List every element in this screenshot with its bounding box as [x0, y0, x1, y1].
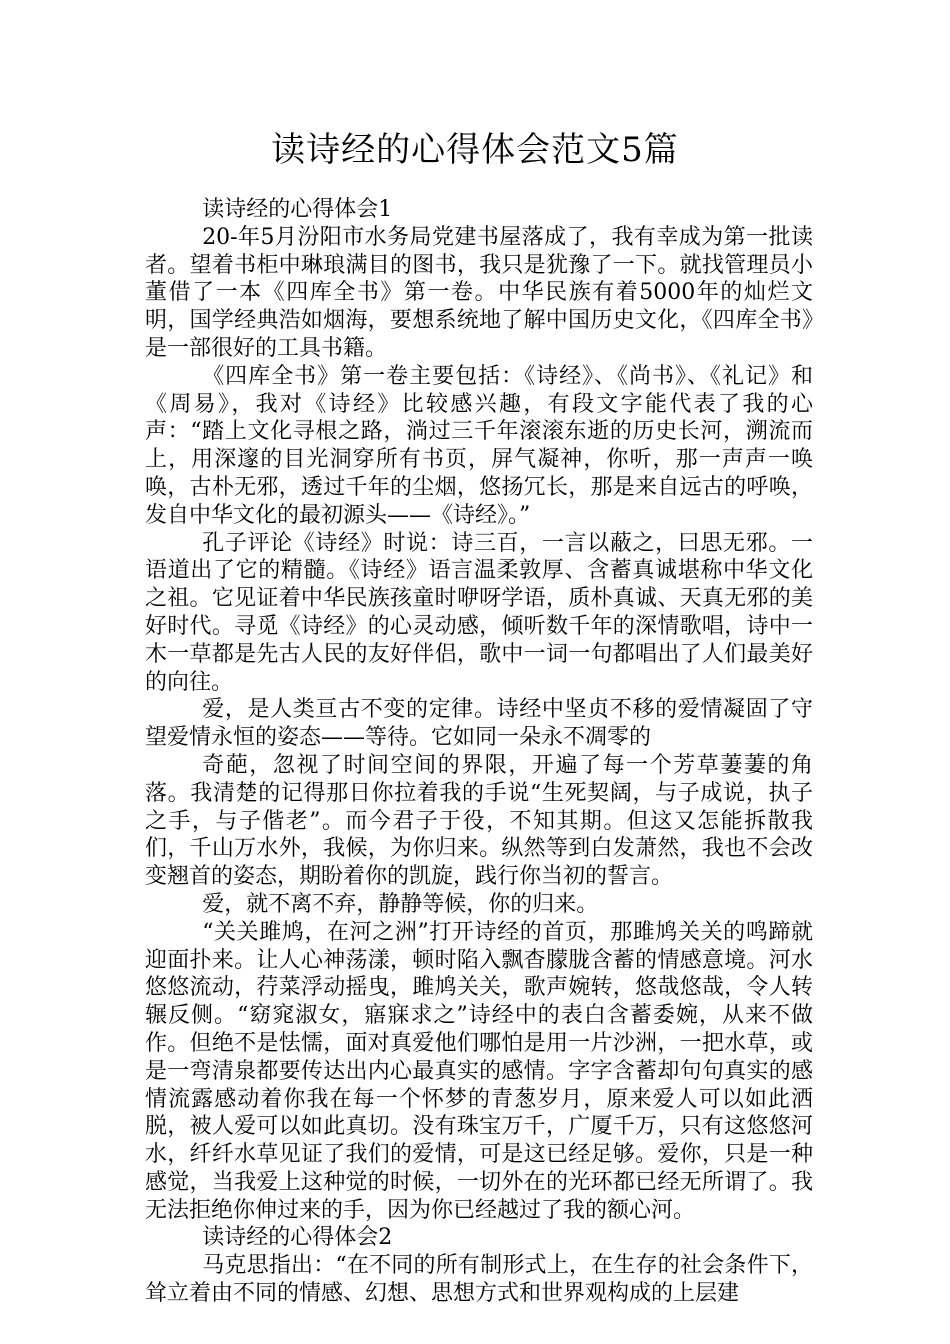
section-heading-1: 读诗经的心得体会1	[202, 197, 393, 222]
section-heading-2: 读诗经的心得体会2	[202, 1225, 393, 1251]
paragraph: 《四库全书》第一卷主要包括：《诗经》、《尚书》、《礼记》和《周易》，我对《诗经》比较感兴趣，有段文字能代表了我的心声：“踏上文化寻根之路，淌过三千年滚滚东逝的历史长河，溯流而上，用深邃的目光洞穿所有书页，屏气凝神，你听，那一声声一唤唤，古朴无邪，透过千年的尘烟，悠扬冗长，那是来自远古的呼唤，发自中华文化的最初源头——《诗经》。”	[145, 363, 813, 528]
paragraph: 爱，就不离不弃，静静等候，你的归来。	[202, 891, 599, 917]
paragraph: 奇葩，忽视了时间空间的界限，开遍了每一个芳草萋萋的角落。我清楚的记得那日你拉着我的手说“生死契阔，与子成说，执子之手，与子偕老”。而今君子于役，不知其期。但这又怎能拆散我们，千山万水外，我候，为你归来。纵然等到白发萧然，我也不会改变翘首的姿态，期盼着你的凯旋，践行你当初的誓言。	[145, 752, 813, 890]
paragraph: 孔子评论《诗经》时说：诗三百，一言以蔽之，曰思无邪。一语道出了它的精髓。《诗经》语言温柔敦厚、含蓄真诚堪称中华文化之祖。它见证着中华民族孩童时咿呀学语，质朴真诚、天真无邪的美好时代。寻觅《诗经》的心灵动感，倾听数千年的深情歌唱，诗中一木一草都是先古人民的友好伴侣，歌中一词一句都唱出了人们最美好的向往。	[145, 530, 813, 695]
paragraph: 20-年5月汾阳市水务局党建书屋落成了，我有幸成为第一批读者。望着书柜中琳琅满目的图书，我只是犹豫了一下。就找管理员小董借了一本《四库全书》第一卷。中华民族有着5000年的灿烂文明，国学经典浩如烟海，要想系统地了解中国历史文化，《四库全书》是一部很好的工具书籍。	[145, 224, 813, 361]
document-body	[145, 196, 813, 1308]
paragraph: 马克思指出：“在不同的所有制形式上，在生存的社会条件下，耸立着由不同的情感、幻想、思想方式和世界观构成的上层建	[145, 1253, 813, 1307]
document-title: 读诗经的心得体会范文5篇	[271, 130, 679, 170]
paragraph: “关关雎鸠，在河之洲”打开诗经的首页，那雎鸠关关的鸣蹄就迎面扑来。让人心神荡漾，顿时陷入飘杳朦胧含蓄的情感意境。河水悠悠流动，荇菜浮动摇曳，雎鸠关关，歌声婉转，悠哉悠哉，令人转辗反侧。“窈窕淑女，寤寐求之”诗经中的表白含蓄委婉，从来不做作。但绝不是怯懦，面对真爱他们哪怕是用一片沙洲，一把水草，或是一弯清泉都要传达出内心最真实的感情。字字含蓄却句句真实的感情流露感动着你我在每一个怀梦的青葱岁月，原来爱人可以如此洒脱，被人爱可以如此真切。没有珠宝万千，广厦千万，只有这悠悠河水，纤纤水草见证了我们的爱情，可是这已经足够。爱你，只是一种感觉，当我爱上这种觉的时候，一切外在的光环都已经无所谓了。我无法拒绝你伸过来的手，因为你已经越过了我的额心河。	[145, 919, 813, 1223]
paragraph: 爱，是人类亘古不变的定律。诗经中坚贞不移的爱情凝固了守望爱情永恒的姿态——等待。它如同一朵永不凋零的	[145, 697, 813, 751]
